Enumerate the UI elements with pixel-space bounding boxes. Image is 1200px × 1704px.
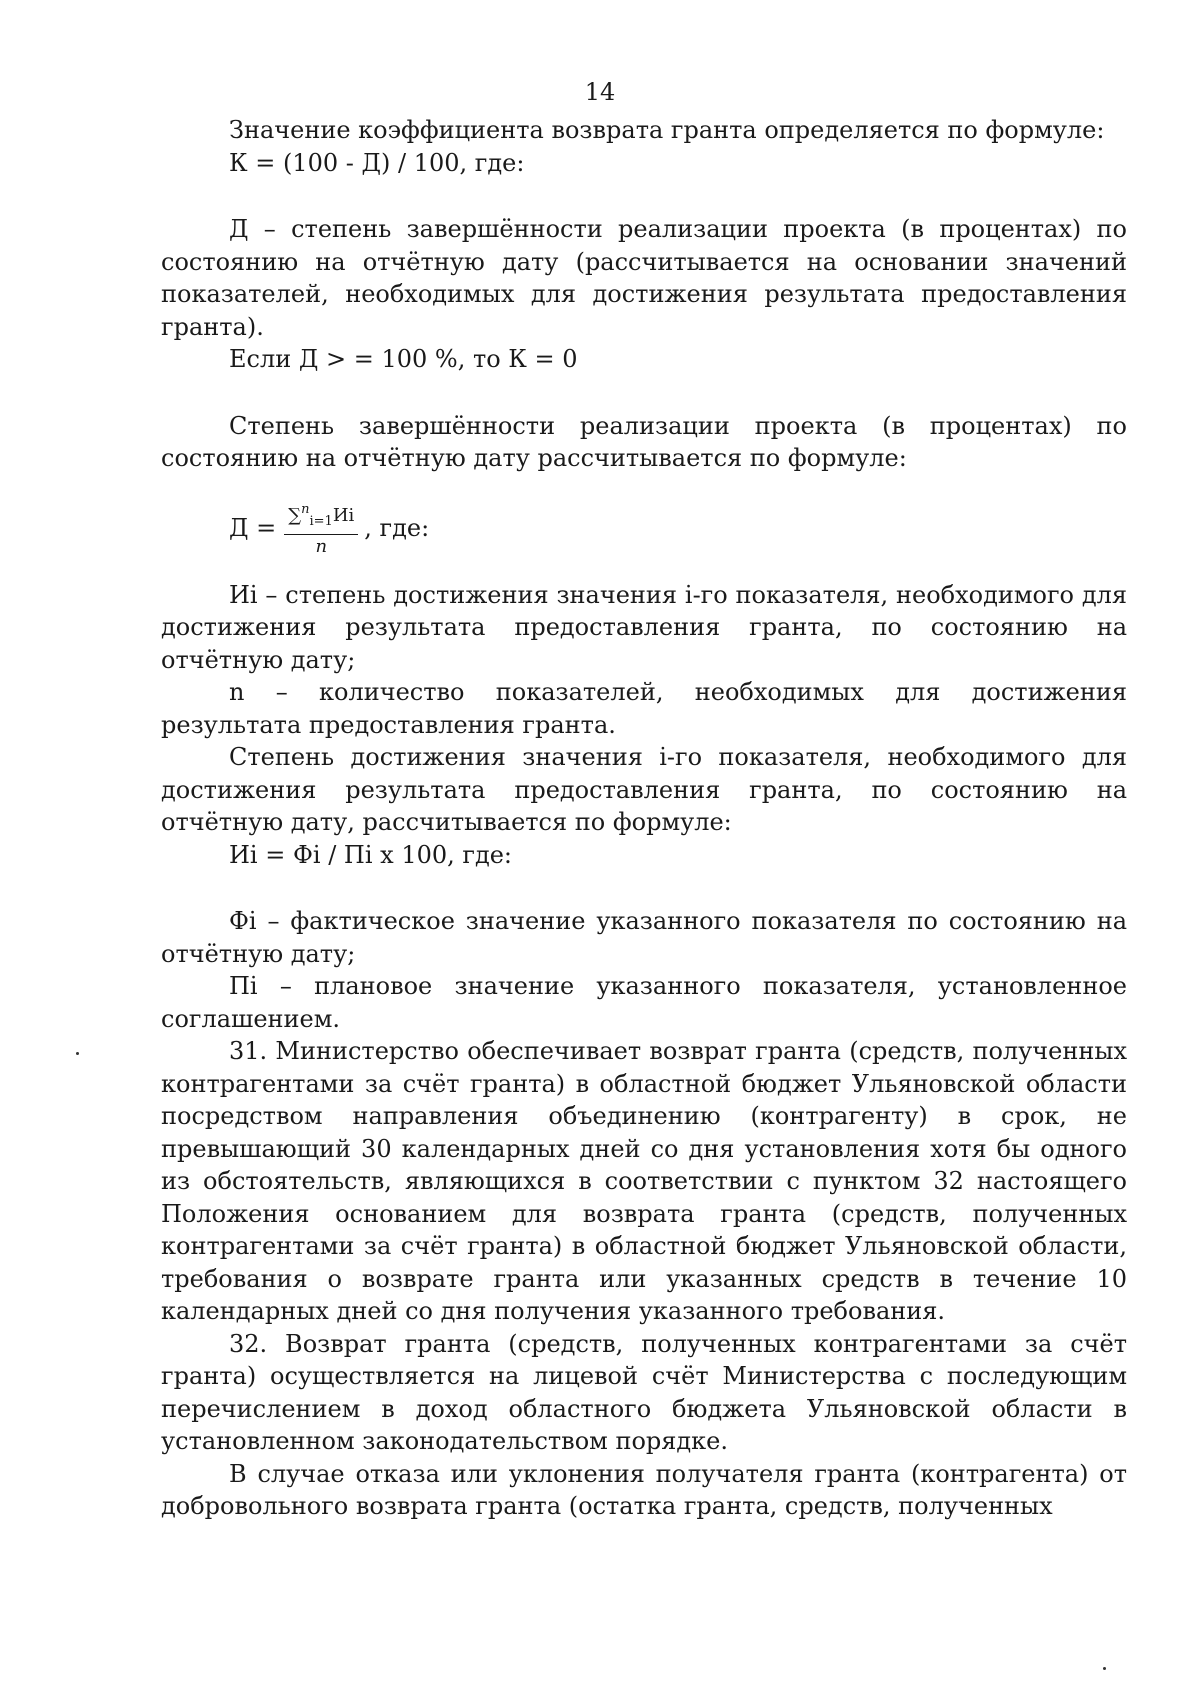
- fraction-lhs: Д =: [229, 514, 277, 543]
- fraction-numerator: [284, 500, 358, 535]
- paragraph-actual-definition: Фi – фактическое значение указанного показателя по состоянию на отчётную дату;: [161, 907, 1127, 968]
- paragraph-indicator-intro: Степень достижения значения i-го показателя, необходимого для достижения результата предоставления гранта, по состоянию на отчётную дату, рассчитывается по формуле:: [161, 743, 1127, 836]
- formula-coefficient: К = (100 - Д) / 100, где:: [229, 148, 525, 177]
- paragraph-planned-definition: Пi – плановое значение указанного показателя, установленное соглашением.: [161, 972, 1127, 1033]
- formula-indicator: Иi = Фi / Пi x 100, где:: [229, 840, 513, 869]
- paragraph-clause-31: 31. Министерство обеспечивает возврат гранта (средств, полученных контрагентами за счёт гранта) в областной бюджет Ульяновской области посредством направления объединению (контрагенту) в срок, не превышающий 30 календарных дней со дня установления хотя бы одного из обстоятельств, являющихся в соответствии с пунктом 32 настоящего Положения основанием для возврата гранта (средств, полученных контрагентами за счёт гранта) в областной бюджет Ульяновской области, требования о возврате гранта или указанных средств в течение 10 календарных дней со дня получения указанного требования.: [161, 1037, 1127, 1325]
- fraction-suffix: , где:: [364, 514, 430, 543]
- paragraph-refusal: В случае отказа или уклонения получателя гранта (контрагента) от добровольного возврата гранта (остатка гранта, средств, полученных: [161, 1459, 1127, 1520]
- paragraph-count-definition: n – количество показателей, необходимых для достижения результата предоставления гранта.: [161, 678, 1127, 739]
- paragraph-completion-intro: Степень завершённости реализации проекта (в процентах) по состоянию на отчётную дату рассчитывается по формуле:: [161, 411, 1127, 472]
- sum-symbol: ∑: [288, 505, 302, 526]
- formula-condition: Если Д > = 100 %, то К = 0: [229, 345, 578, 373]
- scan-speck: [1103, 1667, 1106, 1670]
- paragraph-indicator-definition: Иi – степень достижения значения i-го показателя, необходимого для достижения результата предоставления гранта, по состоянию на отчётную дату;: [161, 580, 1127, 674]
- sum-upper-limit: n: [301, 502, 310, 517]
- scan-speck: [76, 1052, 79, 1055]
- paragraph-completion-definition: Д – степень завершённости реализации проекта (в процентах) по состоянию на отчётную дату (рассчитывается на основании значений показателей, необходимых для достижения результата предоставления гранта).: [161, 215, 1127, 341]
- formula-completion-fraction: [161, 497, 1127, 561]
- sum-lower-limit: i=1: [309, 514, 333, 529]
- page-number: 14: [584, 78, 616, 106]
- paragraph-coefficient-intro: Значение коэффициента возврата гранта определяется по формуле:: [229, 116, 1105, 144]
- fraction: [284, 500, 358, 557]
- document-body: [161, 114, 1127, 1523]
- paragraph-clause-32: 32. Возврат гранта (средств, полученных контрагентами за счёт гранта) осуществляется на лицевой счёт Министерства с последующим перечислением в доход областного бюджета Ульяновской области в установленном законодательством порядке.: [161, 1329, 1127, 1455]
- sum-term: Иi: [332, 505, 355, 526]
- fraction-denominator: n: [315, 536, 328, 557]
